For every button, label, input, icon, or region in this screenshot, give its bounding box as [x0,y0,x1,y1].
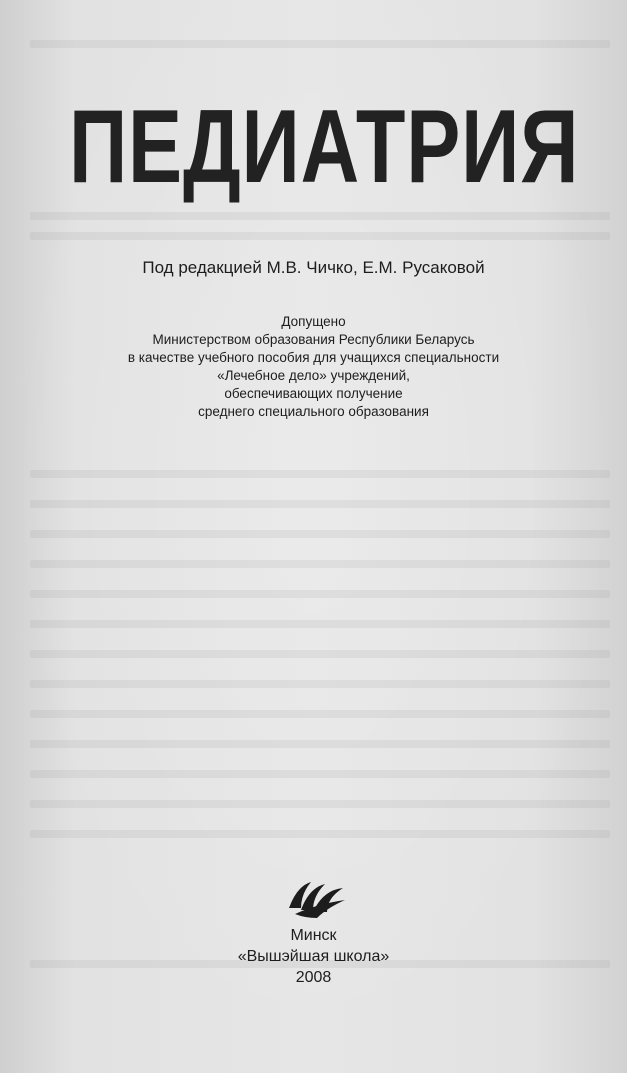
bleed-through-line [30,500,610,508]
bleed-through-line [30,212,610,220]
bleed-through-line [30,710,610,718]
approval-line: в качестве учебного пособия для учащихся специальности [127,350,500,365]
publisher-wave-logo-icon [287,878,349,920]
bleed-through-line [30,650,610,658]
imprint-year: 2008 [295,969,332,986]
book-editors: Под редакцией М.В. Чичко, Е.М. Русаковой [142,258,485,277]
imprint-city: Минск [290,927,337,944]
bleed-through-line [30,530,610,538]
bleed-through-line [30,590,610,598]
approval-line: «Лечебное дело» учреждений, [217,368,410,383]
bleed-through-line [30,620,610,628]
bleed-through-line [30,830,610,838]
bleed-through-line [30,560,610,568]
bleed-through-line [30,40,610,48]
bleed-through-line [30,740,610,748]
bleed-through-line [30,680,610,688]
approval-statement [0,313,627,421]
imprint [0,925,627,988]
bleed-through-line [30,232,610,240]
approval-line: обеспечивающих получение [224,386,403,401]
approval-line: среднего специального образования [198,404,429,419]
book-title: ПЕДИАТРИЯ [68,89,580,205]
imprint-publisher: «Вышэйшая школа» [237,948,390,965]
approval-line: Министерством образования Республики Беларусь [152,332,475,347]
bleed-through-line [30,800,610,808]
bleed-through-line [30,770,610,778]
approval-line: Допущено [281,314,346,329]
bleed-through-line [30,470,610,478]
